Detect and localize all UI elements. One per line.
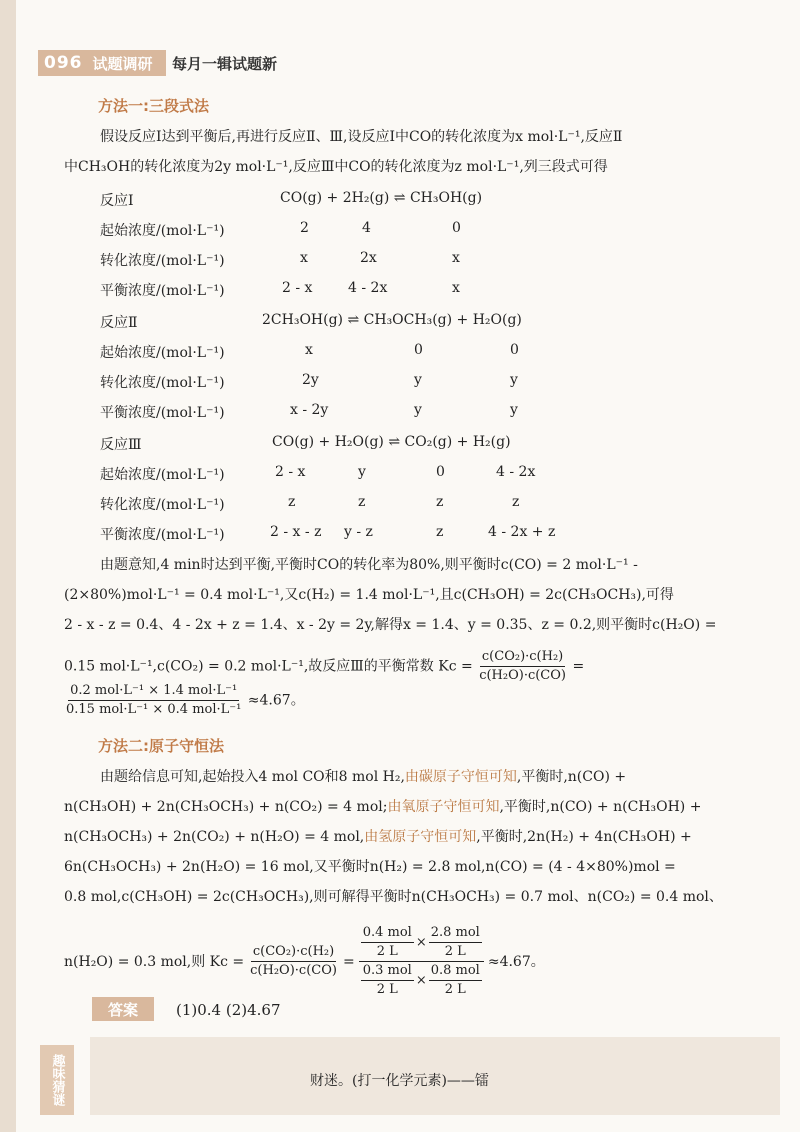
a2d: 2 L	[444, 944, 466, 959]
rxn3-r3c2: y - z	[344, 524, 373, 540]
times-2: ×	[415, 972, 427, 988]
kc2-num: c(CO₂)·c(H₂)	[251, 943, 336, 962]
kc2-fraction	[248, 943, 339, 980]
rxn3-r2c1: z	[288, 494, 296, 510]
section-title: 试题调研	[92, 54, 153, 73]
rxn2-r1c3: 0	[510, 342, 519, 358]
rxn1-r1c2: 4	[362, 220, 371, 236]
riddle-tag: 趣味猜谜	[40, 1045, 74, 1115]
method2-line5: 0.8 mol,c(CH₃OH) = 2c(CH₃OCH₃),则可解得平衡时n(CH₃OCH₃) = 0.7 mol、n(CO₂) = 0.4 mol、	[64, 889, 723, 905]
rxn2-label: 反应Ⅱ	[100, 315, 138, 331]
method2-result: ≈4.67。	[487, 953, 545, 970]
b1n: 0.3 mol	[361, 962, 414, 981]
rxn3-row2-label: 转化浓度/(mol·L⁻¹)	[100, 497, 225, 513]
rxn2-row2-label: 转化浓度/(mol·L⁻¹)	[100, 375, 225, 391]
rxn3-row3-label: 平衡浓度/(mol·L⁻¹)	[100, 527, 225, 543]
method1-body3: 2 - x - z = 0.4、4 - 2x + z = 1.4、x - 2y = 2y,解得x = 1.4、y = 0.35、z = 0.2,则平衡时c(H₂O) =	[64, 617, 717, 633]
calc-fraction	[64, 682, 243, 719]
calc-fraction-den: 0.15 mol·L⁻¹ × 0.4 mol·L⁻¹	[66, 702, 242, 717]
method2-line3	[64, 828, 692, 846]
method2-title: 方法二:原子守恒法	[98, 737, 224, 755]
a1d: 2 L	[376, 944, 398, 959]
rxn2-r3c2: y	[414, 402, 422, 418]
method1-calc	[64, 682, 305, 719]
rxn1-row1-label: 起始浓度/(mol·L⁻¹)	[100, 223, 225, 239]
method2-l1c: ,平衡时,n(CO) +	[516, 769, 627, 785]
frac-b1	[361, 962, 414, 999]
rxn3-r1c1: 2 - x	[275, 464, 306, 480]
rxn1-row2-label: 转化浓度/(mol·L⁻¹)	[100, 253, 225, 269]
times-1: ×	[415, 934, 427, 950]
riddle-text: 财迷。(打一化学元素)——镭	[310, 1073, 489, 1089]
method1-body4-text: 0.15 mol·L⁻¹,c(CO₂) = 0.2 mol·L⁻¹,故反应Ⅲ的平衡常数 Kc =	[64, 658, 473, 675]
a1n: 0.4 mol	[361, 924, 414, 943]
big-fraction	[359, 924, 484, 999]
rxn1-r3c2: 4 - 2x	[348, 280, 388, 296]
rxn3-r2c2: z	[358, 494, 366, 510]
rxn2-r1c2: 0	[414, 342, 423, 358]
kc-fraction	[477, 648, 568, 685]
rxn3-r1c3: 0	[436, 464, 445, 480]
a2n: 2.8 mol	[429, 924, 482, 943]
carbon-conservation: 由碳原子守恒可知	[404, 769, 517, 785]
rxn2-r3c3: y	[510, 402, 518, 418]
frac-b2	[429, 962, 482, 999]
page-number: 096	[44, 53, 83, 73]
column-title: 每月一辑试题新	[172, 55, 278, 73]
calc-fraction-num: 0.2 mol·L⁻¹ × 1.4 mol·L⁻¹	[68, 682, 239, 701]
rxn2-row3-label: 平衡浓度/(mol·L⁻¹)	[100, 405, 225, 421]
big-fraction-den	[359, 962, 484, 999]
kc2-den: c(H₂O)·c(CO)	[250, 963, 337, 978]
kc-fraction-den: c(H₂O)·c(CO)	[479, 668, 566, 683]
header-badge	[38, 50, 166, 76]
rxn3-r1c4: 4 - 2x	[496, 464, 536, 480]
frac-a2	[429, 924, 482, 961]
b1d: 2 L	[376, 982, 398, 997]
rxn2-r2c2: y	[414, 372, 422, 388]
method2-l6-pre: n(H₂O) = 0.3 mol,则 Kc =	[64, 953, 245, 970]
oxygen-conservation: 由氧原子守恒可知	[387, 799, 500, 815]
rxn1-r1c3: 0	[452, 220, 461, 236]
answer-text: (1)0.4 (2)4.67	[176, 1001, 281, 1019]
rxn1-equation: CO(g) + 2H₂(g) ⇌ CH₃OH(g)	[280, 190, 483, 206]
rxn2-r2c3: y	[510, 372, 518, 388]
rxn1-row3-label: 平衡浓度/(mol·L⁻¹)	[100, 283, 225, 299]
method2-l2a: n(CH₃OH) + 2n(CH₃OCH₃) + n(CO₂) = 4 mol;	[64, 799, 388, 815]
answer-badge: 答案	[92, 997, 154, 1021]
rxn3-label: 反应Ⅲ	[100, 437, 142, 453]
page-edge-strip	[0, 0, 16, 1132]
rxn1-r1c1: 2	[300, 220, 309, 236]
method1-body4	[64, 648, 584, 685]
rxn3-r2c3: z	[436, 494, 444, 510]
method1-intro2: 中CH₃OH的转化浓度为2y mol·L⁻¹,反应Ⅲ中CO的转化浓度为z mol·L⁻¹,列三段式可得	[64, 159, 608, 175]
rxn2-equation: 2CH₃OH(g) ⇌ CH₃OCH₃(g) + H₂O(g)	[262, 312, 522, 328]
method2-line1	[100, 768, 626, 786]
b2n: 0.8 mol	[429, 962, 482, 981]
rxn2-row1-label: 起始浓度/(mol·L⁻¹)	[100, 345, 225, 361]
method2-l1a: 由题给信息可知,起始投入4 mol CO和8 mol H₂,	[100, 769, 405, 785]
kc-fraction-num: c(CO₂)·c(H₂)	[480, 648, 565, 667]
rxn1-r2c2: 2x	[360, 250, 377, 266]
rxn3-r2c4: z	[512, 494, 520, 510]
rxn3-row1-label: 起始浓度/(mol·L⁻¹)	[100, 467, 225, 483]
rxn1-r2c3: x	[452, 250, 460, 266]
rxn3-r3c1: 2 - x - z	[270, 524, 322, 540]
method1-body1: 由题意知,4 min时达到平衡,平衡时CO的转化率为80%,则平衡时c(CO) = 2 mol·L⁻¹ -	[100, 557, 638, 573]
kc2-equals: =	[342, 953, 355, 970]
method2-line4: 6n(CH₃OCH₃) + 2n(H₂O) = 16 mol,又平衡时n(H₂) = 2.8 mol,n(CO) = (4 - 4×80%)mol =	[64, 859, 676, 875]
rxn1-label: 反应Ⅰ	[100, 193, 134, 209]
rxn2-r2c1: 2y	[302, 372, 319, 388]
rxn3-equation: CO(g) + H₂O(g) ⇌ CO₂(g) + H₂(g)	[272, 434, 511, 450]
rxn3-r1c2: y	[358, 464, 366, 480]
method1-intro1: 假设反应Ⅰ达到平衡后,再进行反应Ⅱ、Ⅲ,设反应Ⅰ中CO的转化浓度为x mol·L⁻¹,反应Ⅱ	[100, 129, 623, 145]
method2-l3c: ,平衡时,2n(H₂) + 4n(CH₃OH) +	[476, 829, 692, 845]
hydrogen-conservation: 由氢原子守恒可知	[364, 829, 477, 845]
b2d: 2 L	[444, 982, 466, 997]
method2-line6	[64, 924, 545, 999]
calc-result: ≈4.67。	[247, 692, 305, 709]
rxn3-r3c3: z	[436, 524, 444, 540]
rxn1-r3c3: x	[452, 280, 460, 296]
rxn2-r3c1: x - 2y	[290, 402, 329, 418]
equals-sign: =	[572, 658, 585, 675]
rxn2-r1c1: x	[305, 342, 313, 358]
method2-l3a: n(CH₃OCH₃) + 2n(CO₂) + n(H₂O) = 4 mol,	[64, 829, 365, 845]
rxn1-r3c1: 2 - x	[282, 280, 313, 296]
frac-a1	[361, 924, 414, 961]
rxn1-r2c1: x	[300, 250, 308, 266]
big-fraction-num	[359, 924, 484, 962]
method1-title: 方法一:三段式法	[98, 97, 209, 115]
method1-body2: (2×80%)mol·L⁻¹ = 0.4 mol·L⁻¹,又c(H₂) = 1.4 mol·L⁻¹,且c(CH₃OH) = 2c(CH₃OCH₃),可得	[64, 587, 674, 603]
method2-line2	[64, 798, 701, 816]
rxn3-r3c4: 4 - 2x + z	[488, 524, 556, 540]
method2-l2c: ,平衡时,n(CO) + n(CH₃OH) +	[499, 799, 702, 815]
